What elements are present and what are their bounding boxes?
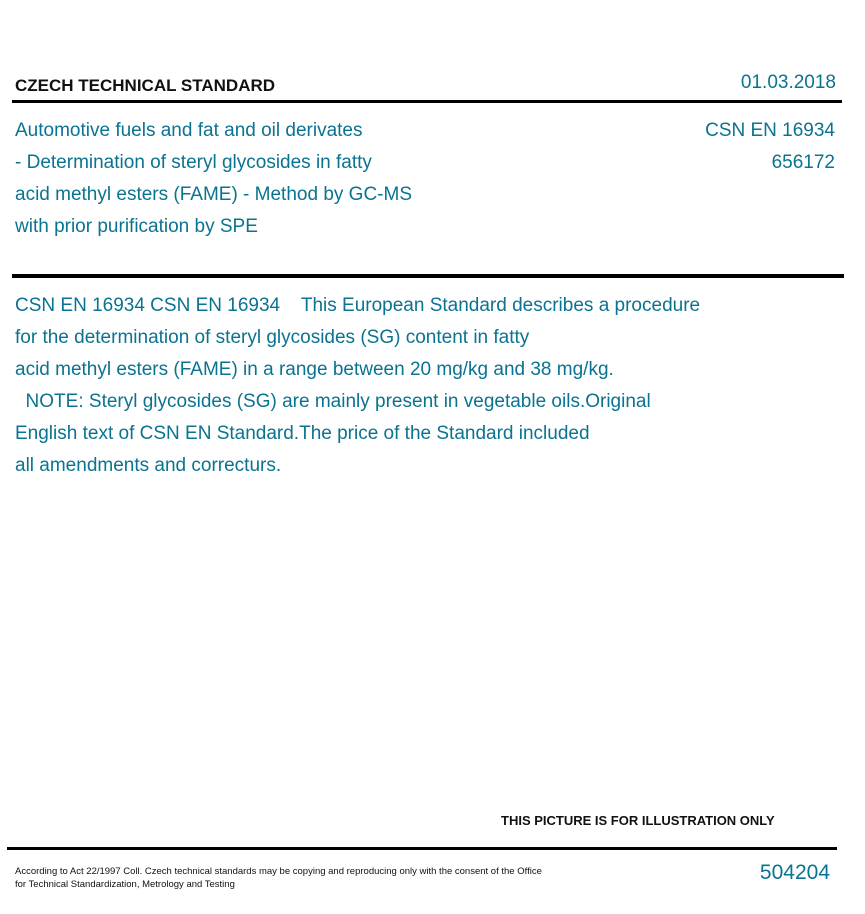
title-line: Automotive fuels and fat and oil derivates	[15, 120, 363, 141]
description-line: English text of CSN EN Standard.The price of the Standard included	[15, 423, 590, 444]
publication-date: 01.03.2018	[740, 72, 836, 93]
catalog-number: 656172	[771, 152, 835, 173]
standard-identifiers	[705, 115, 835, 179]
standard-code: CSN EN 16934	[705, 120, 835, 141]
legal-notice	[15, 865, 542, 891]
description-line: NOTE: Steryl glycosides (SG) are mainly present in vegetable oils.Original	[15, 391, 651, 412]
footer-divider	[7, 847, 837, 850]
description-line: all amendments and correcturs.	[15, 455, 282, 476]
description-line: CSN EN 16934 CSN EN 16934 This European Standard describes a procedure	[15, 295, 701, 316]
middle-divider	[12, 274, 844, 278]
legal-notice-line: According to Act 22/1997 Coll. Czech technical standards may be copying and reproducing only with the consent of the Office	[15, 866, 542, 877]
description-line: for the determination of steryl glycosides (SG) content in fatty	[15, 327, 530, 348]
description-line: acid methyl esters (FAME) in a range between 20 mg/kg and 38 mg/kg.	[15, 359, 614, 380]
standard-description	[15, 290, 700, 482]
illustration-notice: THIS PICTURE IS FOR ILLUSTRATION ONLY	[501, 813, 775, 828]
standard-title	[15, 115, 412, 243]
document-type-label: CZECH TECHNICAL STANDARD	[15, 76, 276, 95]
title-line: acid methyl esters (FAME) - Method by GC-MS	[15, 184, 412, 205]
footer-number: 504204	[759, 861, 830, 884]
top-divider	[12, 100, 842, 103]
legal-notice-line: for Technical Standardization, Metrology and Testing	[15, 879, 235, 890]
title-line: - Determination of steryl glycosides in fatty	[15, 152, 372, 173]
title-line: with prior purification by SPE	[15, 216, 258, 237]
